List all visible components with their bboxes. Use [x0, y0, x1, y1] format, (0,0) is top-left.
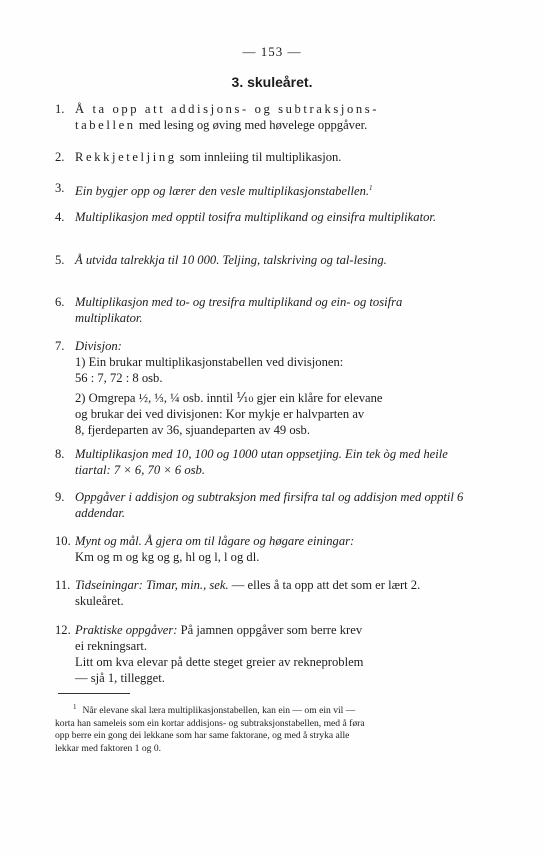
- item-number: 9.: [55, 490, 65, 504]
- item-9-text: Oppgåver i addisjon og subtraksjon med firsifra tal og addisjon med opptil 6 addendar.: [75, 490, 464, 520]
- item-12-italic: Praktiske oppgåver:: [75, 623, 178, 637]
- item-number: 2.: [55, 150, 65, 164]
- item-12-line-4: — sjå 1, tillegget.: [75, 671, 165, 685]
- list-item-4: [55, 209, 467, 225]
- page-number: — 153 —: [242, 44, 302, 59]
- item-number: 4.: [55, 210, 65, 224]
- item-11-italic: Tidseiningar: Timar, min., sek.: [75, 578, 229, 592]
- item-12-line-3: Litt om kva elevar på dette steget greier av rekneproblem: [75, 655, 364, 669]
- list-item-12: [55, 622, 467, 686]
- item-number: 5.: [55, 253, 65, 267]
- item-12-rest: På jamnen oppgåver som berre krev: [177, 623, 363, 637]
- item-7-p2-line-3: 8, fjerdeparten av 36, sjuandeparten av 49 osb.: [75, 423, 311, 437]
- item-number: 3.: [55, 181, 65, 195]
- item-number: 8.: [55, 447, 65, 461]
- list-item-8: [55, 446, 467, 478]
- list-item-5: [55, 252, 467, 268]
- footnote-reference: 1: [369, 184, 373, 192]
- item-number: 6.: [55, 295, 65, 309]
- item-5-italic: Å utvida talrekkja til 10 000.: [75, 253, 220, 267]
- footnote-line-2: korta han sameleis som ein kortar addisjons- og subtraksjonstabellen, med å føra: [55, 717, 365, 729]
- list-item-6: [55, 294, 467, 326]
- item-10-italic: Mynt og mål. Å gjera om til lågare og høgare einingar:: [75, 534, 355, 548]
- item-7-label: Divisjon:: [75, 339, 122, 353]
- list-item-1: [55, 101, 467, 133]
- item-number: 7.: [55, 339, 65, 353]
- item-1-rest: med lesing og øving med høvelege oppgåver.: [138, 118, 368, 132]
- item-3-text: Ein bygjer opp og lærer den vesle multiplikasjonstabellen.: [75, 184, 370, 199]
- item-4-text: Multiplikasjon med opptil tosifra multiplikand og einsifra multiplikator.: [75, 210, 437, 224]
- item-7-p1-line-2: 56 : 7, 72 : 8 osb.: [75, 371, 163, 385]
- item-2-spaced-word: Rekkjeteljing: [75, 150, 177, 164]
- item-8-text: Multiplikasjon med 10, 100 og 1000 utan oppsetjing. Ein tek òg med heile tiartal: 7 × 6, 70 × 6 osb.: [75, 447, 448, 477]
- footnote-divider: [58, 693, 130, 694]
- item-10-line-2: Km og m og kg og g, hl og l, l og dl.: [75, 550, 260, 564]
- item-12-line-2: ei rekningsart.: [75, 639, 148, 653]
- item-number: 12.: [55, 623, 71, 637]
- item-6-text: Multiplikasjon med to- og tresifra multiplikand og ein- og tosifra multiplikator.: [75, 295, 403, 325]
- item-7-p2-line-1: 2) Omgrepa ½, ⅓, ¼ osb. inntil ⅒ gjer ein klåre for elevane: [75, 391, 383, 405]
- footnote-line-4: lekkar med faktoren 1 og 0.: [55, 742, 162, 754]
- section-heading: 3. skuleåret.: [231, 74, 313, 90]
- item-1-line-1: Å ta opp att addisjons- og subtraksjons-: [75, 102, 380, 116]
- item-1-line-2: [75, 117, 467, 133]
- list-item-9: [55, 489, 467, 521]
- list-item-2: [55, 149, 467, 165]
- item-11-rest: — elles å ta opp att det som er lært 2. skuleåret.: [75, 578, 421, 608]
- item-7-p2-line-2: og brukar dei ved divisjonen: Kor mykje er halvparten av: [75, 407, 365, 421]
- item-number: 1.: [55, 102, 65, 116]
- list-item-10: [55, 533, 467, 565]
- item-number: 11.: [55, 578, 71, 592]
- footnote-mark: 1: [73, 703, 77, 711]
- list-item-11: [55, 577, 467, 609]
- item-2-rest: som innleiing til multiplikasjon.: [179, 150, 342, 164]
- list-item-3: [55, 180, 467, 199]
- item-number: 10.: [55, 534, 71, 548]
- footnote-line-3: opp berre ein gong dei lekkane som har same faktorane, og med å stryka alle: [55, 730, 350, 742]
- item-1-spaced-word: tabellen: [75, 118, 136, 132]
- item-5-rest: Teljing, talskriving og tal-lesing.: [222, 253, 387, 267]
- item-7-p1-line-1: 1) Ein brukar multiplikasjonstabellen ved divisjonen:: [75, 355, 344, 369]
- list-item-7: [55, 338, 467, 438]
- footnote: [55, 701, 467, 756]
- footnote-line-1: Når elevane skal læra multiplikasjonstabellen, kan ein — om ein vil —: [82, 705, 356, 717]
